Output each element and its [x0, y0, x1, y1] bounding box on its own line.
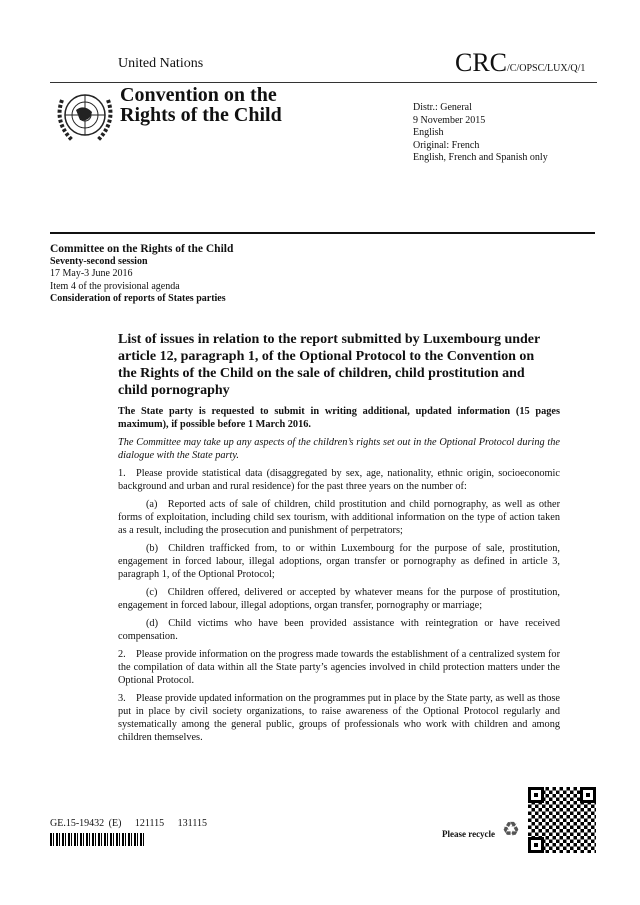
distribution: Distr.: General — [413, 102, 472, 113]
symbol-suffix: /C/OPSC/LUX/Q/1 — [507, 63, 586, 74]
recycle-icon: ♻ — [502, 819, 520, 841]
symbol-main: CRC — [455, 48, 508, 77]
paragraph-1: 1. Please provide statistical data (disaggregated by sex, age, nationality, ethnic origin, socioeconomic background and urban and rural residence) for the past three years on the number of: — [118, 468, 560, 492]
paragraph-1c: (c) Children offered, delivered or accepted by whatever means for the purpose of prostitution, engagement in forced labour, illegal adoptions, organ transfer, pornography or marriage; — [118, 587, 560, 611]
header-divider — [50, 82, 597, 83]
session: Seventy-second session — [50, 255, 148, 267]
paragraph-1d: (d) Child victims who have been provided assistance with reintegration or have received compensation. — [118, 618, 560, 642]
committee-name: Committee on the Rights of the Child — [50, 243, 234, 255]
barcode-icon — [50, 833, 145, 846]
recycle-label: Please recycle — [442, 829, 496, 839]
intro-request: The State party is requested to submit in writing additional, updated information (15 pages maximum), if possible before 1 March 2016. — [118, 406, 560, 430]
title-line-2: Rights of the Child — [120, 104, 282, 126]
distribution-block — [413, 102, 548, 165]
document-title: List of issues in relation to the report submitted by Luxembourg under article 12, paragraph 1, of the Optional Protocol to the Convention on the Rights of the Child on the sale of children, child prostitution and child pornography — [118, 332, 540, 398]
date: 9 November 2015 — [413, 114, 486, 126]
intro-note: The Committee may take up any aspects of the children’s rights set out in the Optional Protocol during the dialogue with the State party. — [118, 437, 560, 461]
title-line-1: Convention on the — [120, 84, 277, 106]
section-divider — [50, 232, 595, 234]
committee-block — [50, 243, 233, 306]
document-body — [118, 405, 560, 749]
un-emblem-icon — [54, 86, 116, 148]
agenda-topic: Consideration of reports of States parties — [50, 293, 226, 304]
paragraph-1a: (a) Reported acts of sale of children, child prostitution and child pornography, as well as other forms of exploitation, including child sex tourism, with additional information on the type of action taken as a result, including the prosecution and punishment of perpetrators; — [118, 499, 560, 536]
session-dates: 17 May-3 June 2016 — [50, 268, 133, 279]
language: English — [413, 127, 444, 138]
convention-title — [120, 85, 282, 125]
paragraph-2: 2. Please provide information on the progress made towards the establishment of a centralized system for the compilation of data within all the State party’s agencies involved in child protection matters under the Optional Protocol. — [118, 649, 560, 686]
languages-available: English, French and Spanish only — [413, 152, 548, 163]
document-symbol — [455, 48, 585, 78]
agenda-item: Item 4 of the provisional agenda — [50, 280, 180, 292]
organization-name: United Nations — [118, 56, 204, 71]
qr-code-icon — [528, 787, 596, 853]
paragraph-3: 3. Please provide updated information on the programmes put in place by the State party, as well as those put in place by civil society organizations, to raise awareness of the Optional Protocol regularly and systematically among the general public, groups of professionals who work with children and among children themselves. — [118, 693, 560, 743]
job-number: GE.15-19432 (E) 121115 131115 — [50, 818, 207, 829]
original-language: Original: French — [413, 139, 480, 151]
paragraph-1b: (b) Children trafficked from, to or within Luxembourg for the purpose of sale, prostitution, engagement in forced labour, illegal adoptions, organ transfer or pornography as defined in article 3, paragraph 1, of the Optional Protocol; — [118, 543, 560, 580]
